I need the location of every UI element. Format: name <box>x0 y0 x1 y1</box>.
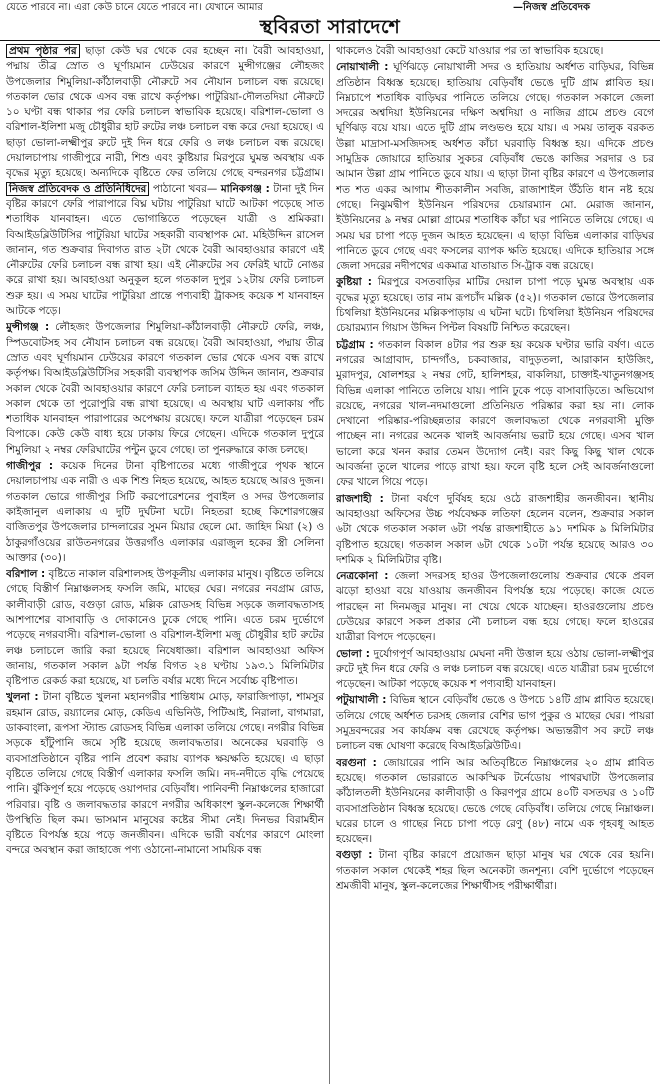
paragraph-text: গতকাল বিকাল ৪টার পর শুরু হয় কয়েক ঘণ্টার ভারি বর্ষণ। এতে নগরের আগ্রাবাদ, চান্দগাঁও, চকবাজার, বাদুড়তলা, আরাকান হাউজিং, মুরাদপুর, ষোলশহর ২ নম্বর গেট, হালিশহর, বাকলিয়া, চাক্তাই-খাতুনগঞ্জসহ বিভিন্ন এলাকা পানিতে তলিয়ে যায়। পানি ঢুকে পড়ে বাসাবাড়িতে। অভিযোগ রয়েছে, নগরের খাল-নদমাগুলো প্রতিনিয়ত পরিষ্কার করা হয় না। লোক দেখানো পরিষ্কার-পরিচ্ছন্নতার কারণে জলাবদ্ধতা থেকে নগরবাসী মুক্তি পাচ্ছেন না। নগরের অনেক খালই আবর্জনায় ভরাট হয়ে গেছে। এসব খাল ভালো করে খনন করার তেমন উদ্যোগ নেই। বরং কিছু কিছু খাল থেকে আবর্জনা তুলে খালের পাড়ে রাখা হয়। ফলে বৃষ্টি হলে সেই আবর্জনাগুলো ফের খালে গিয়ে পড়ে। <box>336 338 654 489</box>
paragraph-netrokona <box>336 569 654 645</box>
paragraph-text: থাকলেও বৈরী আবহাওয়া কেটে যাওয়ার পর তা স্বাভাবিক হয়েছে। <box>336 45 604 57</box>
right-column <box>336 44 654 1084</box>
paragraph-text: বিভিন্ন স্থানে বেড়িবাঁধ ভেঙে ও উপচে ১৪টি গ্রাম প্লাবিত হয়েছে। তলিয়ে গেছে অর্ধশত চরসহ জেলার বেশির ভাগ পুকুর ও মাছের ঘের। পায়রা সমুদ্রবন্দরের সব কার্যক্রম বন্ধ রেখেছে কর্তৃপক্ষ। অভ্যন্তরীণ সব রুটে লঞ্চ চলাচল বন্ধ ঘোষণা করেছে বিআইডব্লিউটিএ। <box>336 694 654 753</box>
paragraph-continued <box>6 44 324 319</box>
paragraph-lead: ভোলা : <box>336 647 370 660</box>
paragraph-text: টানা বর্ষণে দুর্বিষহ হয়ে ওঠে রাজশাহীর জনজীবন। স্থানীয় আবহাওয়া অফিসের উচ্চ পর্যবেক্ষক লতিফা হেলেন বলেন, শুক্রবার সকাল ৬টা থেকে গতকাল সকাল ৬টা পর্যন্ত রাজশাহীতে ৯১ দশমিক ৯ মিলিমিটার বৃষ্টিপাত হয়েছে। গতকাল সকাল ৬টা থেকে ১০টা পর্যন্ত হয়েছে আরও ৩০ দশমিক ২ মিলিমিটার বৃষ্টি। <box>336 492 654 566</box>
paragraph-text: টানা দুই দিন বৃষ্টির কারণে ফেরি পারাপারে বিঘ্ন ঘটায় পাটুরিয়া ঘাটে আটকা পড়েছে সাত শতাধিক যানবাহন। এতে ভোগান্তিতে পড়েছেন যাত্রী ও শ্রমিকরা। বিআইডব্লিউটিসির পাটুরিয়া ঘাটের সহকারী ব্যবস্থাপক মো. মহিউদ্দিন রাসেল জানান, গত শুক্রবার দিবাগত রাত ২টা থেকে বৈরী আবহাওয়ার কারণে এই নৌরুটের ফেরি চলাচল বন্ধ রাখা হয়। এই নৌরুটের সব ফেরিই ঘাটে নোঙর করে রাখা হয়। আবহাওয়া অনুকূল হলে গতকাল দুপুর ১২টায় ফেরি চলাচল শুরু হয়। এ সময় ঘাটের পাটুরিয়া প্রান্তে পণ্যবাহী ট্রাকসহ কয়েক শ যানবাহন আটকে পড়ে। <box>6 182 324 318</box>
paragraph-text: টানা বৃষ্টিতে খুলনা মহানগরীর শান্তিধাম মোড়, ফারাজিপাড়া, শামসুর রহমান রোড, রয়্যালের মোড়, কেডিএ এভিনিউ, পিটিআই, নিরালা, বাগমারা, ডাকবাংলা, রূপসা স্ট্যান্ড রোডসহ বিভিন্ন এলাকা তলিয়ে গেছে। নগরীর বিভিন্ন সড়কে হাঁটুপানি জমে সৃষ্টি হয়েছে জলাবদ্ধতার। অনেকের ঘরবাড়ি ও ব্যবসাপ্রতিষ্ঠানে বৃষ্টির পানি প্রবেশ করায় ব্যাপক ক্ষয়ক্ষতি হয়েছে। এ ছাড়া বৃষ্টিতে তলিয়ে গেছে বিস্তীর্ণ এলাকার ফসলি জমি। নদ-নদীতে বৃদ্ধি পেয়েছে পানি। ঝুঁকিপূর্ণ হয়ে পড়েছে ওয়াপদার বেড়িবাঁধ। পানিবন্দী নিম্নাঞ্চলের হাজারো পরিবার। বৃষ্টি ও জলাবদ্ধতার কারণে নগরীর অধিকাংশ স্কুল-কলেজে শিক্ষার্থী উপস্থিতি ছিল কম। ভাসমান মানুষের কষ্টের সীমা নেই। দিনভর বিরামহীন বৃষ্টিতে বিপর্যস্ত হয়ে পড়ে জনজীবন। এদিকে ভারী বর্ষণের কারণে মোংলা বন্দরে অবস্থান করা জাহাজে পণ্য ওঠানো-নামানো সাময়িক বন্ধ <box>6 691 324 857</box>
top-strip-left-text: যেতে পারবে না। এরা কেউ চানে যেতে পারবে না। যেখানে আমার <box>6 2 263 13</box>
paragraph-rajshahi <box>336 492 654 568</box>
column-divider <box>329 44 330 1084</box>
paragraph-lead: মানিকগঞ্জ : <box>220 182 270 195</box>
paragraph-lead: নেত্রকোনা : <box>336 570 389 583</box>
paragraph-lead: নিজস্ব প্রতিবেদক ও প্রতিনিধিদের <box>6 182 149 196</box>
paragraph-khulna <box>6 690 324 858</box>
article-header <box>0 14 660 41</box>
paragraph-text: বৃষ্টিতে নাকাল বরিশালসহ উপকূলীয় এলাকার মানুষ। বৃষ্টিতে তলিয়ে গেছে বিস্তীর্ণ নিম্নাঞ্চলসহ ফসলি জমি, মাছের ঘের। নগরের নবগ্রাম রোড, কালীবাড়ী রোড, বগুড়া রোড, মল্লিক রোডসহ বিভিন্ন সড়কে জলাবদ্ধতাসহ আশপাশের বাসাবাড়ি ও দোকানেও ঢুকে গেছে পানি। এতে চরম দুর্ভোগে পড়েছে নগরবাসী। বরিশাল-ভোলা ও বরিশাল-ইলিশা মজু চৌধুরীর হাট রুটের লঞ্চ চলাচলে জারি করা হয়েছে নিষেধাজ্ঞা। বরিশাল আবহাওয়া অফিস জানায়, গতকাল সকাল ৯টা পর্যন্ত বিগত ২৪ ঘণ্টায় ১৯৩.১ মিলিমিটার বৃষ্টিপাত রেকর্ড করা হয়েছে, যা চলতি বর্ষার মধ্যে দিনে সর্বোচ্চ বৃষ্টিপাত। <box>6 568 324 688</box>
paragraph-lead: প্রথম পৃষ্ঠার পর <box>6 44 80 58</box>
paragraph-lead: বরগুনা : <box>336 756 377 769</box>
paragraph-text: লৌহজং উপজেলার শিমুলিয়া-কাঁঠালবাড়ী নৌরুটে ফেরি, লঞ্চ, স্পিডবোটসহ সব নৌযান চলাচল বন্ধ রয়েছে। বৈরী আবহাওয়া, পদ্মায় তীব্র স্রোত এবং ঘূর্ণায়মান ঢেউয়ের কারণে গতকাল ভোর থেকে এসব বন্ধ রাখে কর্তৃপক্ষ। বিআইডব্লিউটিসির সহকারী ব্যবস্থাপক জসিম উদ্দিন জানান, শুক্রবার সকাল থেকে বৈরী আবহাওয়ার কারণে ফেরি চলাচল ব্যাহত হয় এবং গতকাল সকাল থেকে তা পুরোপুরি বন্ধ রাখা হয়েছে। এ অবস্থায় ঘাট এলাকায় পাঁচ শতাধিক যানবাহন পারাপারের অপেক্ষায় রয়েছে। ফলে যাত্রীরা পড়েছেন চরম বিপাকে। কেউ কেউ বাধ্য হয়ে ঢাকায় ফিরে গেছেন। এদিকে গতকাল দুপুরে শিমুলিয়া ২ নম্বর ফেরিঘাটের পন্টুন ডুবে গেছে। তা পুনরুদ্ধারে কাজ চলছে। <box>6 321 324 456</box>
paragraph-noakhali <box>336 60 654 274</box>
paragraph-lead: কুষ্টিয়া : <box>336 276 372 289</box>
paragraph-text: জেলা সদরসহ হাওর উপজেলাগুলোয় শুক্রবার থেকে প্রবল ঝড়ো হাওয়া বয়ে যাওয়ায় জনজীবন বিপর্যস্ত হয়ে পড়েছে। কাজে যেতে পারছেন না দিনমজুর মানুষ। না খেয়ে থেকে যাচ্ছেন। হাওরগুলোয় প্রচণ্ড ঢেউয়ের কারণে সকল প্রকার নৌ চলাচল বন্ধ হয়ে গেছে। ফলে হাওরের যাত্রীরা বিপদে পড়েছেন। <box>336 570 654 644</box>
top-strip-byline: —নিজস্ব প্রতিবেদক <box>512 2 590 13</box>
paragraph-lead: মুন্সীগঞ্জ : <box>6 321 50 334</box>
paragraph-text: ছাড়া কেউ ঘর থেকে বের হচ্ছেন না। বৈরী আবহাওয়া, পদ্মায় তীব্র স্রোত ও ঘূর্ণায়মান ঢেউয়ের কারণে মুন্সীগঞ্জের লৌহজং উপজেলার শিমুলিয়া-কাঁঠালবাড়ী নৌরুটে সব নৌযান চলাচল বন্ধ রয়েছে। গতকাল ভোর থেকে এসব বন্ধ রাখে কর্তৃপক্ষ। পাটুরিয়া-দৌলতদিয়া নৌরুটে ১০ ঘণ্টা বন্ধ থাকার পর ফেরি চলাচল স্বাভাবিক হয়েছে। বরিশাল-ভোলা ও বরিশাল-ইলিশা মজু চৌধুরীর হাট রুটের লঞ্চ চলাচল বন্ধ করে দেয়া হয়েছে। এ ছাড়া ভোলা-লক্ষ্মীপুর রুটে দুই দিন ধরে ফেরি ও লঞ্চ চলাচল বন্ধ রয়েছে। দেয়ালচাপায় গাজীপুরে নারী, শিশু এবং কুষ্টিয়ার মিরপুরে ঘুমন্ত অবস্থায় এক বৃদ্ধের মৃত্যু হয়েছে। অন্যদিকে বৃষ্টিতে ফের তলিয়ে গেছে বন্দরনগর চট্টগ্রাম। <box>6 45 324 180</box>
paragraph-lead: বরিশাল : <box>6 568 46 581</box>
paragraph-text: কয়েক দিনের টানা বৃষ্টিপাতের মধ্যে গাজীপুরে পৃথক স্থানে দেয়ালচাপায় এক নারী ও এক শিশু নিহত হয়েছে, আহত হয়েছে আরও দুজন। গতকাল ভোরে গাজীপুর সিটি করপোরেশনের পুবাইল ও সদর উপজেলার কাইজানুল এলাকায় এ দুটি দুর্ঘটনা ঘটে। নিহতরা হচ্ছে কিশোরগঞ্জের বাজিতপুর উপজেলার চান্দলারের সুমন মিয়ার ছেলে মো. জাহিদ মিয়া (২) ও ঠাকুরগাঁওয়ের রাউতনগরের উত্তরগাঁও এলাকার এরাজুল হকের স্ত্রী সেলিনা আক্তার (৩০)। <box>6 460 324 564</box>
paragraph-bhola <box>336 647 654 693</box>
paragraph-barishal <box>6 567 324 689</box>
paragraph-chattogram <box>336 338 654 491</box>
paragraph-text: টানা বৃষ্টির কারণে প্রয়োজন ছাড়া মানুষ ঘর থেকে বের হয়নি। গতকাল সকাল থেকেই শহর ছিল অনেকটা জনশূন্য। বেশি দুর্ভোগে পড়েছেন শ্রমজীবী মানুষ, স্কুল-কলেজের শিক্ষার্থীসহ পরীক্ষার্থীরা। <box>336 849 654 893</box>
paragraph-text: দুর্যোগপূর্ণ আবহাওয়ায় মেঘনা নদী উত্তাল হয়ে ওঠায় ভোলা-লক্ষ্মীপুর রুটে দুই দিন ধরে ফেরি ও লঞ্চ চলাচল বন্ধ রয়েছে। এতে যাত্রীরা চরম দুর্ভোগে পড়েছেন। আটকা পড়েছে কয়েক শ পণ্যবাহী যানবাহন। <box>336 647 654 691</box>
paragraph-text: পাঠানো খবর— <box>149 182 221 195</box>
headline: স্থবিরতা সারাদেশে <box>259 16 401 38</box>
paragraph-bogura <box>336 848 654 894</box>
paragraph-gazipur <box>6 459 324 566</box>
paragraph-lead: খুলনা : <box>6 691 39 704</box>
paragraph-lead: রাজশাহী : <box>336 492 384 505</box>
paragraph-lead: পটুয়াখালী : <box>336 694 387 707</box>
paragraph-lead: নোয়াখালী : <box>336 61 389 74</box>
paragraph-lead: গাজীপুর : <box>6 460 54 473</box>
paragraph-lead: চট্টগ্রাম : <box>336 338 374 351</box>
paragraph-munshiganj <box>6 320 324 458</box>
paragraph-text: মিরপুরে বসতবাড়ির মাটির দেয়াল চাপা পড়ে ঘুমন্ত অবস্থায় এক বৃদ্ধের মৃত্যু হয়েছে। তার নাম রূপচাঁদ মল্লিক (৫২)। গতকাল ভোরে উপজেলার চিথলিয়া ইউনিয়নের মল্লিকপাড়ায় এ ঘটনা ঘটে। চিথলিয়া ইউনিয়ন পরিষদের চেয়ারম্যান গিয়াস উদ্দিন পিন্টল বিষয়টি নিশ্চিত করেছেন। <box>336 276 654 335</box>
paragraph-patuakhali <box>336 693 654 754</box>
paragraph-barguna <box>336 756 654 848</box>
paragraph-kushtia <box>336 275 654 336</box>
paragraph-text: জোয়ারের পানি আর অতিবৃষ্টিতে নিম্নাঞ্চলের ২০ গ্রাম প্লাবিত হয়েছে। গতকাল ভোররাতে আকস্মিক টর্নেডোয় পাথরঘাটা উপজেলার কাঁঠালতলী ইউনিয়নের কালীবাড়ী ও কিরণপুর গ্রামে ৪০টি বসতঘর ও ১০টি ব্যবসাপ্রতিষ্ঠান বিধ্বস্ত হয়েছে। ভেঙে গেছে বেড়িবাঁধ। তলিয়ে গেছে নিম্নাঞ্চল। ঘরের চালে ও গাছের নিচে চাপা পড়ে রেণু (৪৮) নামে এক গৃহবধূ আহত হয়েছেন। <box>336 756 654 846</box>
paragraph-continued-right <box>336 44 654 59</box>
paragraph-lead: বগুড়া : <box>336 849 373 862</box>
left-column <box>6 44 324 1084</box>
paragraph-text: ঘূর্ণিঝড়ে নোয়াখালী সদর ও হাতিয়ায় অর্ধশত বাড়িঘর, বিভিন্ন প্রতিষ্ঠান বিধ্বস্ত হয়েছে। হাতিয়ায় বেড়িবাঁধ ভেঙে দুটি গ্রাম প্লাবিত হয়। নিম্নচাপে শতাধিক বাড়িঘর পানিতে তলিয়ে গেছে। গতকাল সকালে জেলা সদরের অশ্বদিয়া ইউনিয়নের দক্ষিণ অশ্বদিয়া ও নাজির গ্রামে প্রচণ্ড বেগে ঘূর্ণিঝড় বয়ে যায়। এতে দুটি গ্রাম লণ্ডভণ্ড হয়ে যায়। এ সময় তালুক বরকত উল্লা মাদ্রাসা-মসজিদসহ অর্ধশত কাঁচা ঘরবাড়ি বিধ্বস্ত হয়। এদিকে প্রচণ্ড সামুদ্রিক জোয়ারে হাতিয়ার সুকচর বেড়িবাঁধ ভেঙে কাজির সরদার ও চর আমান উল্লা গ্রাম পানিতে ডুবে যায়। এ ছাড়া টানা বৃষ্টির কারণে এ উপজেলার শত শত একর আগাম শীতকালীন সবজি, রাজাশাইল উঁঠতি ধান নষ্ট হয়ে গেছে। নিঝুমদ্বীপ ইউনিয়ন পরিষদের চেয়ারম্যান মো. মেরাজ জানান, ইউনিয়নের ৯ নম্বর মোল্লা গ্রামের শতাধিক কাঁচা ঘর পানিতে তলিয়ে গেছে। এ সময় ঘর চাপা পড়ে দুজন আহত হয়েছেন। এ ছাড়া বিভিন্ন এলাকার বাড়িঘর পানিতে ডুবে গেছে এবং ফসলের ব্যাপক ক্ষতি হয়েছে। এদিকে হাতিয়ার সঙ্গে জেলা সদরের নদীপথের একমাত্র যাতায়াত সি-ট্রাক বন্ধ রয়েছে। <box>336 61 654 273</box>
